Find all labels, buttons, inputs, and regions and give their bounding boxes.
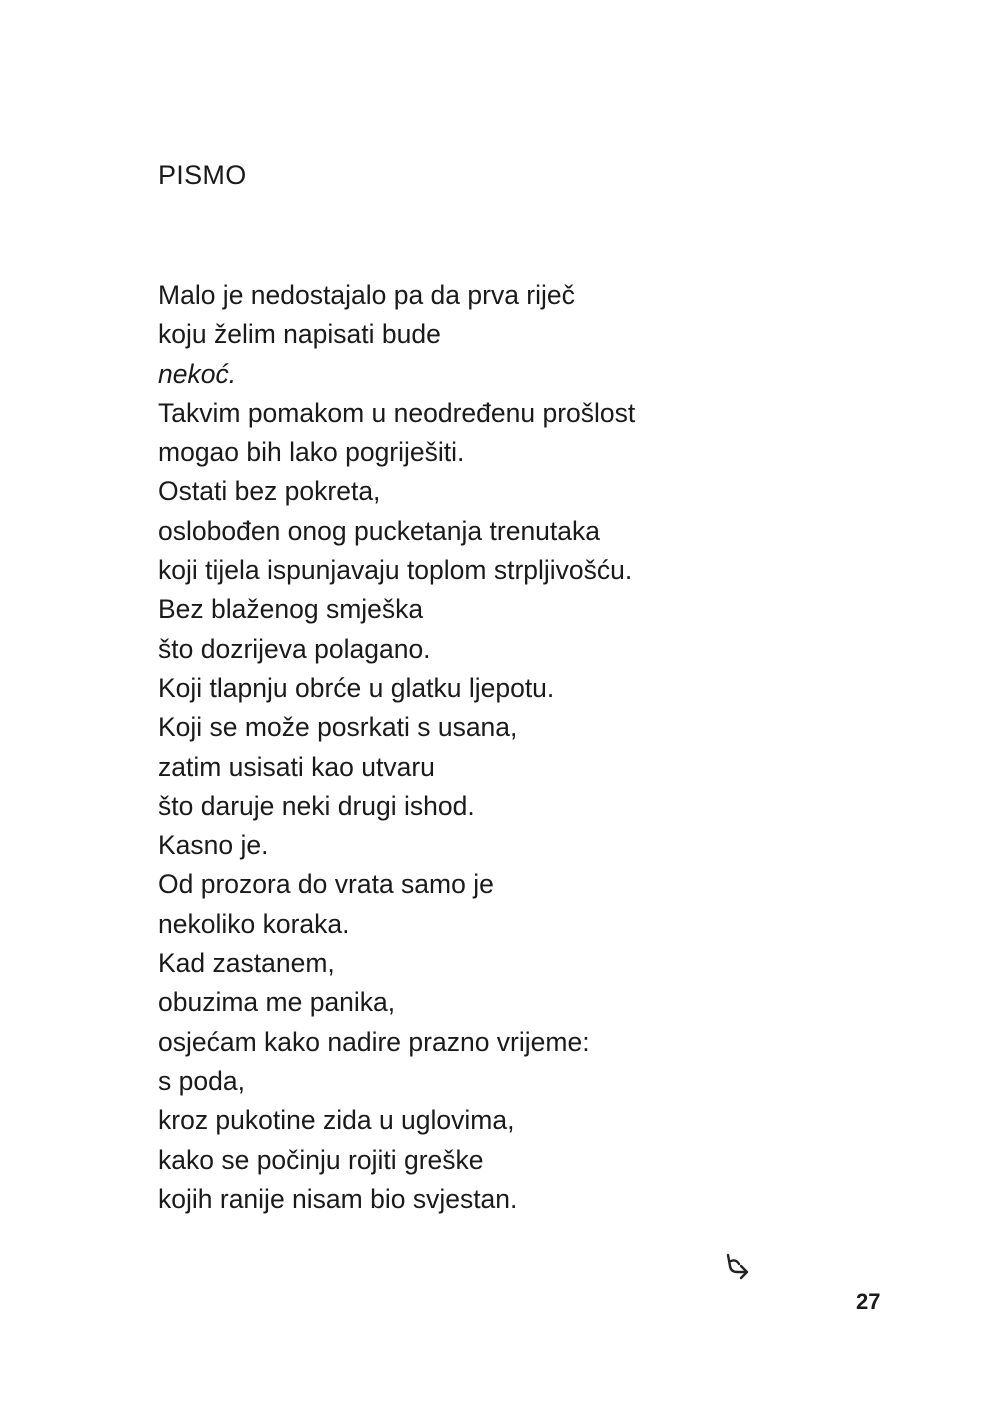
poem-line: Ostati bez pokreta, [158, 476, 381, 507]
poem-line: Bez blaženog smješka [158, 594, 424, 625]
poem-line: oslobođen onog pucketanja trenutaka [158, 515, 601, 546]
poem-line: što daruje neki drugi ishod. [158, 790, 475, 821]
poem-line: Kasno je. [158, 830, 269, 861]
poem-line: nekoliko koraka. [158, 908, 350, 939]
page-number: 27 [856, 1289, 881, 1314]
poem-body [158, 276, 635, 1219]
poem-line: Koji tlapnju obrće u glatku ljepotu. [158, 672, 555, 703]
poem-line: Malo je nedostajalo pa da prva riječ [158, 280, 575, 310]
poem-line: obuzima me panika, [158, 987, 396, 1018]
poem-line: s poda, [158, 1065, 245, 1096]
poem-line: Koji se može posrkati s usana, [158, 712, 518, 743]
poem-line: kako se počinju rojiti greške [158, 1144, 484, 1175]
poem-line: zatim usisati kao utvaru [158, 751, 435, 782]
poem-title: PISMO [158, 160, 247, 190]
poem-line: mogao bih lako pogriješiti. [158, 437, 465, 468]
poem-line: nekoć. [158, 358, 237, 389]
turn-page-arrow-icon [722, 1250, 754, 1282]
poem-line: Kad zastanem, [158, 948, 335, 979]
poem-line: što dozrijeva polagano. [158, 633, 431, 664]
poem-line: osjećam kako nadire prazno vrijeme: [158, 1026, 590, 1057]
poem-line: Takvim pomakom u neodređenu prošlost [158, 397, 636, 428]
poem-line: koju želim napisati bude [158, 319, 441, 350]
poem-line: Od prozora do vrata samo je [158, 869, 494, 900]
poem-line: kroz pukotine zida u uglovima, [158, 1105, 515, 1136]
poem-line: koji tijela ispunjavaju toplom strpljivošću. [158, 555, 633, 586]
poem-line: kojih ranije nisam bio svjestan. [158, 1183, 518, 1214]
